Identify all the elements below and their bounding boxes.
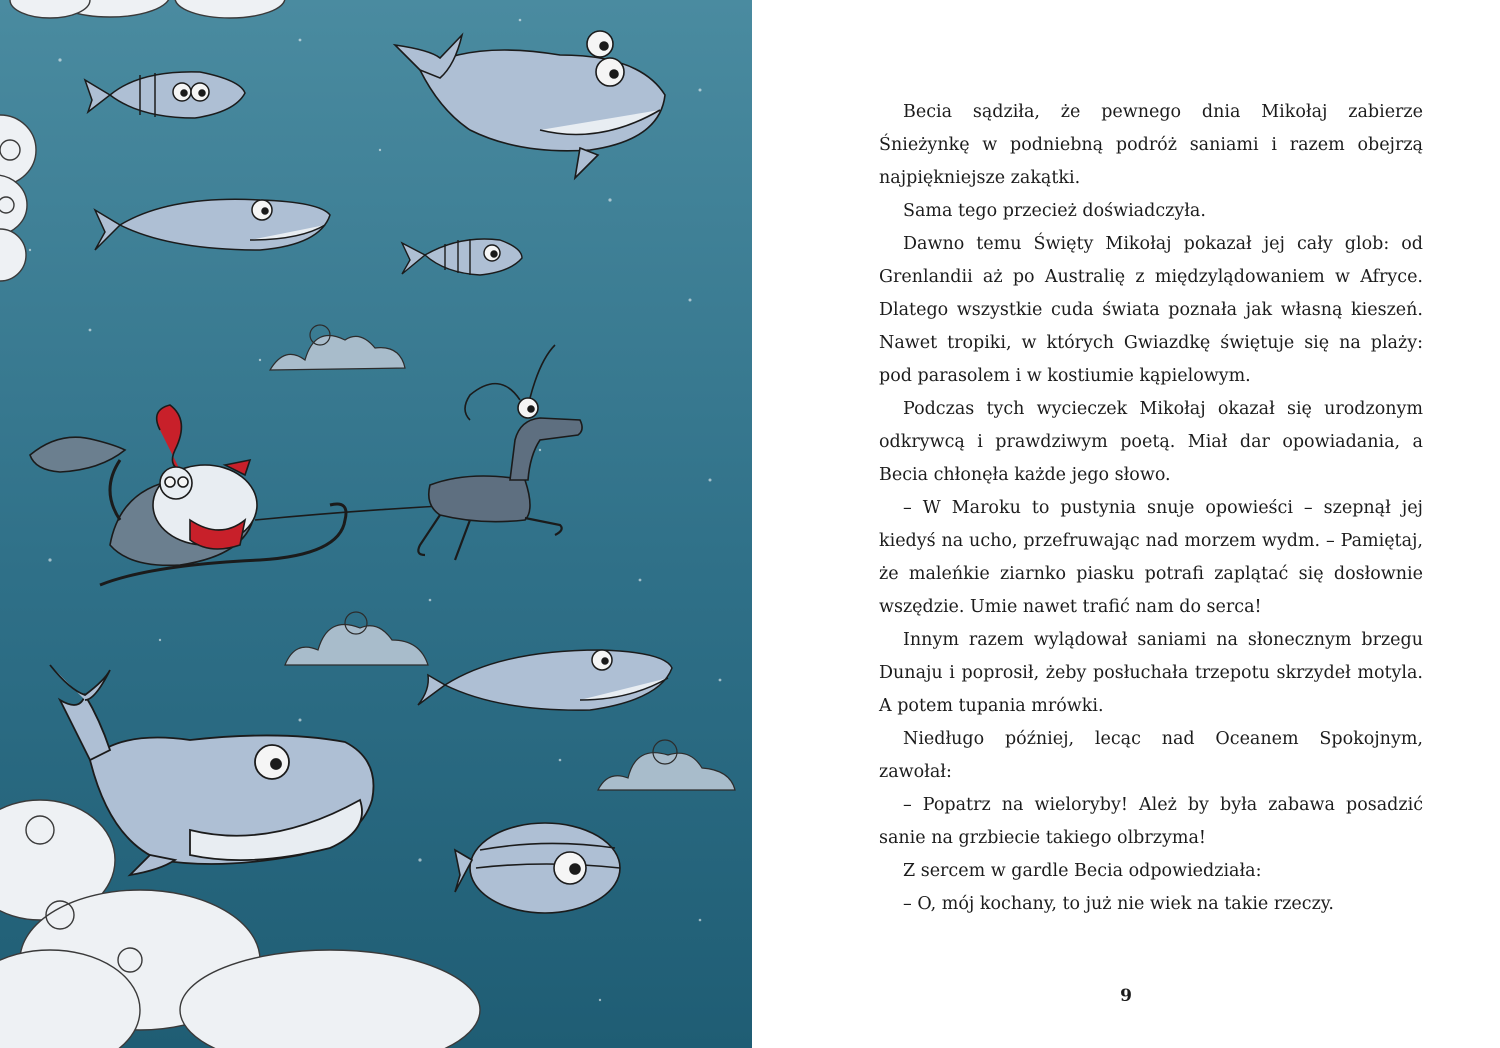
page-number: 9 [1120, 986, 1132, 1006]
paragraph: – O, mój kochany, to już nie wiek na takie rzeczy. [903, 894, 1334, 914]
text-page [752, 0, 1500, 1048]
paragraph: – Popatrz na wieloryby! Ależ by była zabawa posadzić sanie na grzbiecie takiego olbrzyma! [879, 795, 1423, 848]
paragraph: Niedługo później, lecąc nad Oceanem Spokojnym, zawołał: [879, 729, 1423, 782]
paragraph: Dawno temu Święty Mikołaj pokazał jej cały glob: od Grenlandii aż po Australię z międzylądowaniem w Afryce. Dlatego wszystkie cuda świata poznała jak własną kieszeń. Nawet tropiki, w których Gwiazdkę świętuje się na plaży: pod parasolem i w kostiumie kąpielowym. [879, 234, 1423, 386]
paragraph: Innym razem wylądował saniami na słonecznym brzegu Dunaju i poprosił, żeby posłuchała trzepotu skrzydeł motyla. A potem tupania mrówki. [879, 630, 1423, 716]
paragraph: Sama tego przecież doświadczyła. [903, 201, 1206, 221]
paragraph: Podczas tych wycieczek Mikołaj okazał się urodzonym odkrywcą i prawdziwym poetą. Miał dar opowiadania, a Becia chłonęła każde jego słowo. [879, 399, 1423, 485]
paragraph: Z sercem w gardle Becia odpowiedziała: [903, 861, 1262, 881]
paragraph: – W Maroku to pustynia snuje opowieści – szepnął jej kiedyś na ucho, przefruwając nad morzem wydm. – Pamiętaj, że maleńkie ziarnko piasku potrafi zaplątać się dosłownie wszędzie. Umie nawet trafić nam do serca! [879, 498, 1423, 617]
story-text [879, 96, 1423, 921]
paragraph: Becia sądziła, że pewnego dnia Mikołaj zabierze Śnieżynkę w podniebną podróż saniami i razem obejrzą najpiękniejsze zakątki. [879, 102, 1423, 188]
